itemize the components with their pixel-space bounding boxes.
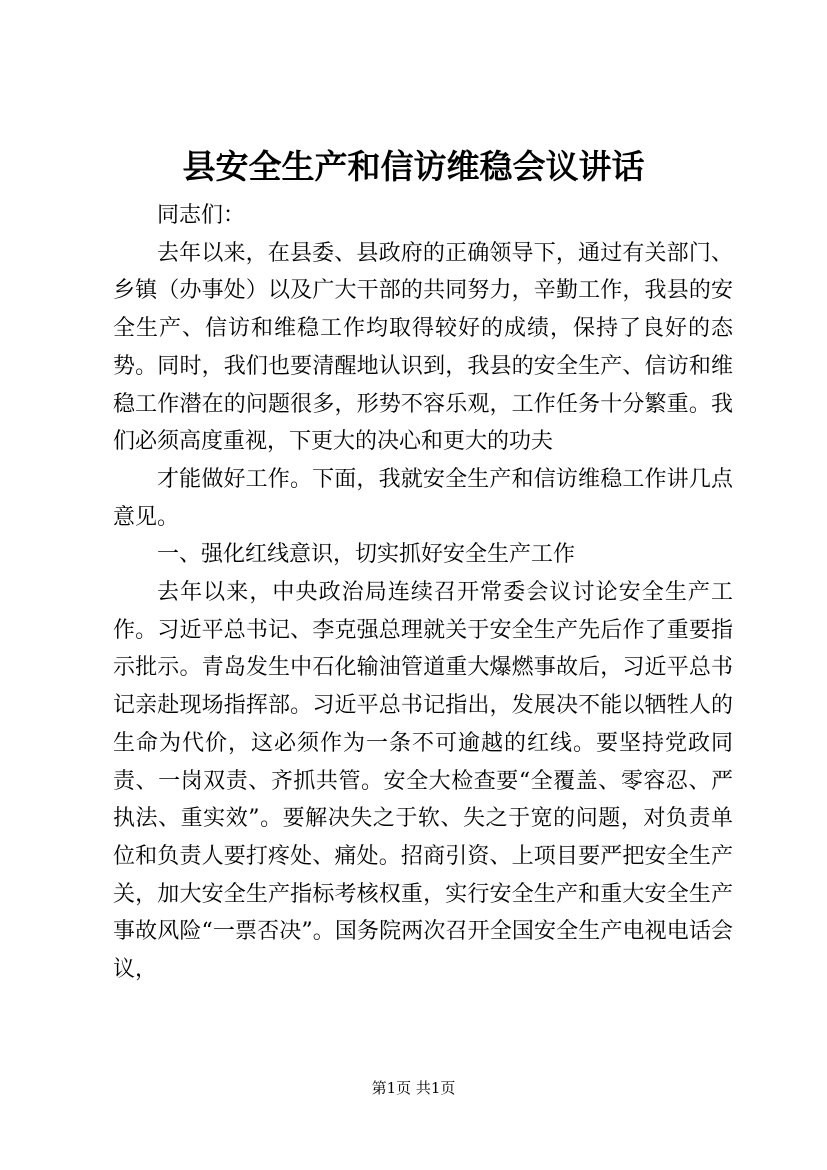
document-title: 县安全生产和信访维稳会议讲话 <box>182 147 645 186</box>
body-paragraph: 去年以来，在县委、县政府的正确领导下，通过有关部门、乡镇（办事处）以及广大干部的共同努力，辛勤工作，我县的安全生产、信访和维稳工作均取得较好的成绩，保持了良好的态势。同时，我们也要清醒地认识到，我县的安全生产、信访和维稳工作潜在的问题很多，形势不容乐观，工作任务十分繁重。我们必须高度重视，下更大的决心和更大的功夫 <box>113 240 733 455</box>
salutation-paragraph: 同志们： <box>157 203 246 228</box>
body-paragraph: 去年以来，中央政治局连续召开常委会议讨论安全生产工作。习近平总书记、李克强总理就关于安全生产先后作了重要指示批示。青岛发生中石化输油管道重大爆燃事故后，习近平总书记亲赴现场指挥部。习近平总书记指出，发展决不能以牺牲人的生命为代价，这必须作为一条不可逾越的红线。要坚持党政同责、一岗双责、齐抓共管。安全大检查要“全覆盖、零容忍、严执法、重实效”。要解决失之于软、失之于宽的问题，对负责单位和负责人要打疼处、痛处。招商引资、上项目要严把安全生产关，加大安全生产指标考核权重，实行安全生产和重大安全生产事故风险“一票否决”。国务院两次召开全国安全生产电视电话会议， <box>113 580 733 983</box>
page-footer: 第1页 共1页 <box>371 1079 456 1097</box>
body-paragraph: 才能做好工作。下面，我就安全生产和信访维稳工作讲几点意见。 <box>113 466 733 530</box>
document-body <box>113 197 733 989</box>
section-heading: 一、强化红线意识，切实抓好安全生产工作 <box>157 542 576 568</box>
